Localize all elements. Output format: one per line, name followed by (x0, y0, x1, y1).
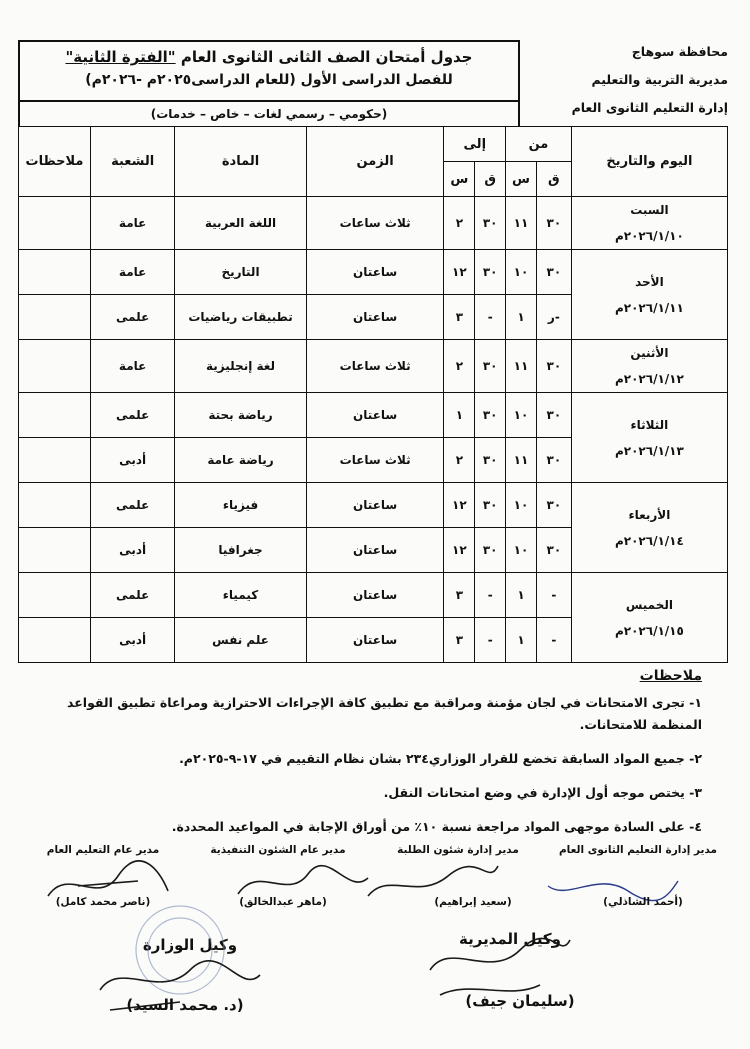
day-name: الأحد (635, 274, 664, 289)
directorate-label: مديرية التربية والتعليم (591, 72, 728, 87)
subject-cell: رياضة بحتة (175, 393, 307, 438)
duration-cell: ساعتان (306, 393, 444, 438)
day-date: ٢٠٢٦/١/١٠م (614, 229, 684, 243)
notes-cell (19, 483, 91, 528)
notes-cell (19, 295, 91, 340)
title-line-1 (20, 48, 518, 66)
to-q-cell: - (475, 295, 506, 340)
title-line-1-prefix: جدول أمتحان الصف الثانى الثانوى العام (175, 48, 473, 66)
department-label: إدارة التعليم الثانوى العام (571, 100, 728, 115)
subject-cell: اللغة العربية (175, 197, 307, 250)
from-s-cell: ١١ (506, 197, 537, 250)
branch-cell: علمى (91, 573, 175, 618)
notes-section (42, 668, 702, 850)
from-q-cell: ٣٠ (536, 393, 571, 438)
to-q-cell: ٣٠ (475, 438, 506, 483)
table-row (19, 250, 728, 295)
signature-title-executive-affairs: مدير عام الشئون التنفيذية (210, 844, 346, 856)
day-date: ٢٠٢٦/١/١٥م (614, 623, 684, 638)
notes-cell (19, 340, 91, 393)
from-q-cell: - (536, 618, 571, 663)
from-s-cell: ١ (506, 618, 537, 663)
administration-block (548, 38, 728, 122)
subject-cell: علم نفس (175, 618, 307, 663)
subject-cell: فيزياء (175, 483, 307, 528)
table-row (19, 483, 728, 528)
to-s-cell: ٣ (444, 573, 475, 618)
from-s-cell: ١٠ (506, 483, 537, 528)
deputy-directorate-title: وكيل المديرية (459, 930, 561, 948)
title-period-highlight: "الفترة الثانية" (65, 48, 176, 66)
to-q-cell: - (475, 573, 506, 618)
signature-title-general-ed: مدير عام التعليم العام (46, 844, 160, 856)
from-q-cell: ٣٠ (536, 438, 571, 483)
deputy-ministry-title: وكيل الوزارة (142, 936, 238, 954)
to-s-cell: ٢ (444, 340, 475, 393)
to-q-cell: ٣٠ (475, 528, 506, 573)
signature-name-secondary-ed: (أحمد الشاذلي) (603, 896, 683, 908)
table-row (19, 393, 728, 438)
table-row (19, 197, 728, 250)
to-q-cell: ٣٠ (475, 250, 506, 295)
header-to-s: س (444, 162, 475, 197)
day-name: الأربعاء (628, 507, 671, 522)
duration-cell: ثلاث ساعات (306, 197, 444, 250)
subject-cell: كيمياء (175, 573, 307, 618)
duration-cell: ساعتان (306, 618, 444, 663)
from-q-cell: ٣٠ (536, 197, 571, 250)
note-item: ٣- يختص موجه أول الإدارة في وضع امتحانات النقل. (383, 785, 702, 800)
branch-cell: علمى (91, 295, 175, 340)
title-line-2: للفصل الدراسى الأول (للعام الدراسى٢٠٢٥م -٢٠٢٦م) (85, 72, 453, 88)
header-duration: الزمن (306, 127, 444, 197)
to-s-cell: ١ (444, 393, 475, 438)
from-s-cell: ١٠ (506, 528, 537, 573)
header-from-s: س (506, 162, 537, 197)
from-s-cell: ١ (506, 573, 537, 618)
branch-cell: أدبى (91, 438, 175, 483)
signature-name-general-ed: (ناصر محمد كامل) (55, 896, 151, 908)
from-s-cell: ١١ (506, 438, 537, 483)
header-to-q: ق (475, 162, 506, 197)
notes-cell (19, 528, 91, 573)
from-s-cell: ١ (506, 295, 537, 340)
signature-scribble-executive (238, 866, 368, 894)
from-q-cell: - (536, 573, 571, 618)
from-s-cell: ١٠ (506, 393, 537, 438)
branch-cell: عامة (91, 197, 175, 250)
note-item: ٢- جميع المواد السابقة تخضع للقرار الوزاري٢٣٤ بشان نظام التقييم في ١٧-٩-٢٠٢٥م. (179, 751, 702, 766)
header-notes: ملاحظات (19, 127, 91, 197)
deputy-directorate-name: (سليمان جيف) (465, 992, 575, 1010)
to-s-cell: ٣ (444, 618, 475, 663)
day-date: ٢٠٢٦/١/١١م (614, 300, 684, 315)
exam-schedule-table (18, 126, 728, 663)
day-name: الأثنين (630, 346, 669, 360)
to-s-cell: ١٢ (444, 250, 475, 295)
subject-cell: التاريخ (175, 250, 307, 295)
deputy-ministry-name: (د. محمد السيد) (126, 996, 244, 1014)
from-q-cell: ٣٠ (536, 250, 571, 295)
from-s-cell: ١٠ (506, 250, 537, 295)
header-from: من (506, 127, 572, 162)
day-date: ٢٠٢٦/١/١٣م (614, 443, 684, 458)
subject-cell: لغة إنجليزية (175, 340, 307, 393)
to-s-cell: ٢ (444, 197, 475, 250)
to-s-cell: ١٢ (444, 483, 475, 528)
day-cell (571, 573, 727, 663)
header-to: إلى (444, 127, 506, 162)
table-row (19, 573, 728, 618)
day-cell (571, 340, 727, 393)
header-subject: المادة (175, 127, 307, 197)
subject-cell: جغرافيا (175, 528, 307, 573)
duration-cell: ثلاث ساعات (306, 340, 444, 393)
duration-cell: ساعتان (306, 528, 444, 573)
to-s-cell: ٢ (444, 438, 475, 483)
note-item: ٤- على السادة موجهى المواد مراجعة نسبة ١٠٪ من أوراق الإجابة في المواعيد المحددة. (171, 819, 702, 834)
from-q-cell: ٣٠ (536, 528, 571, 573)
to-q-cell: ٣٠ (475, 483, 506, 528)
from-s-cell: ١١ (506, 340, 537, 393)
official-stamp-inner (148, 918, 212, 982)
duration-cell: ساعتان (306, 573, 444, 618)
signature-title-secondary-ed: مدير إدارة التعليم الثانوى العام (558, 844, 718, 856)
subject-cell: تطبيقات رياضيات (175, 295, 307, 340)
from-q-cell: ٣٠ (536, 340, 571, 393)
to-q-cell: - (475, 618, 506, 663)
day-cell (571, 197, 727, 250)
day-name: السبت (630, 203, 669, 217)
from-q-cell: ٣٠ (536, 483, 571, 528)
header-from-q: ق (536, 162, 571, 197)
notes-cell (19, 393, 91, 438)
day-cell (571, 393, 727, 483)
signature-scribble-deputy-directorate (430, 938, 570, 995)
to-s-cell: ١٢ (444, 528, 475, 573)
branch-cell: أدبى (91, 618, 175, 663)
table-row (19, 340, 728, 393)
branch-cell: عامة (91, 340, 175, 393)
from-q-cell: -ر (536, 295, 571, 340)
document-title (18, 40, 520, 126)
title-school-types: (حكومي – رسمي لغات – خاص – خدمات) (20, 100, 518, 126)
header-branch: الشعبة (91, 127, 175, 197)
notes-cell (19, 618, 91, 663)
branch-cell: أدبى (91, 528, 175, 573)
table-header-row (19, 127, 728, 162)
signature-scribble-general-ed (48, 861, 168, 896)
notes-cell (19, 197, 91, 250)
to-s-cell: ٣ (444, 295, 475, 340)
duration-cell: ساعتان (306, 295, 444, 340)
subject-cell: رياضة عامة (175, 438, 307, 483)
to-q-cell: ٣٠ (475, 393, 506, 438)
to-q-cell: ٣٠ (475, 197, 506, 250)
governorate-label: محافظة سوهاج (631, 44, 728, 59)
duration-cell: ساعتان (306, 250, 444, 295)
branch-cell: عامة (91, 250, 175, 295)
signature-title-student-affairs: مدير إدارة شئون الطلبة (397, 844, 519, 856)
signature-name-executive-affairs: (ماهر عبدالخالق) (239, 896, 327, 908)
notes-cell (19, 573, 91, 618)
notes-heading: ملاحظات (639, 668, 702, 684)
header-day-date: اليوم والتاريخ (571, 127, 727, 197)
day-cell (571, 250, 727, 340)
day-date: ٢٠٢٦/١/١٢م (614, 372, 684, 386)
day-cell (571, 483, 727, 573)
day-name: الثلاثاء (630, 417, 669, 432)
duration-cell: ساعتان (306, 483, 444, 528)
notes-cell (19, 250, 91, 295)
note-item: ١- تجرى الامتحانات في لجان مؤمنة ومراقبة مع تطبيق كافة الإجراءات الاحترازية ومراعاة تطبيق القواعد المنظمة للامتحانات. (67, 695, 702, 732)
signature-scribble-student-affairs (368, 866, 498, 896)
duration-cell: ثلاث ساعات (306, 438, 444, 483)
day-name: الخميس (625, 597, 673, 612)
branch-cell: علمى (91, 393, 175, 438)
branch-cell: علمى (91, 483, 175, 528)
to-q-cell: ٣٠ (475, 340, 506, 393)
day-date: ٢٠٢٦/١/١٤م (614, 533, 684, 548)
notes-cell (19, 438, 91, 483)
signature-name-student-affairs: (سعيد إبراهيم) (434, 896, 512, 908)
